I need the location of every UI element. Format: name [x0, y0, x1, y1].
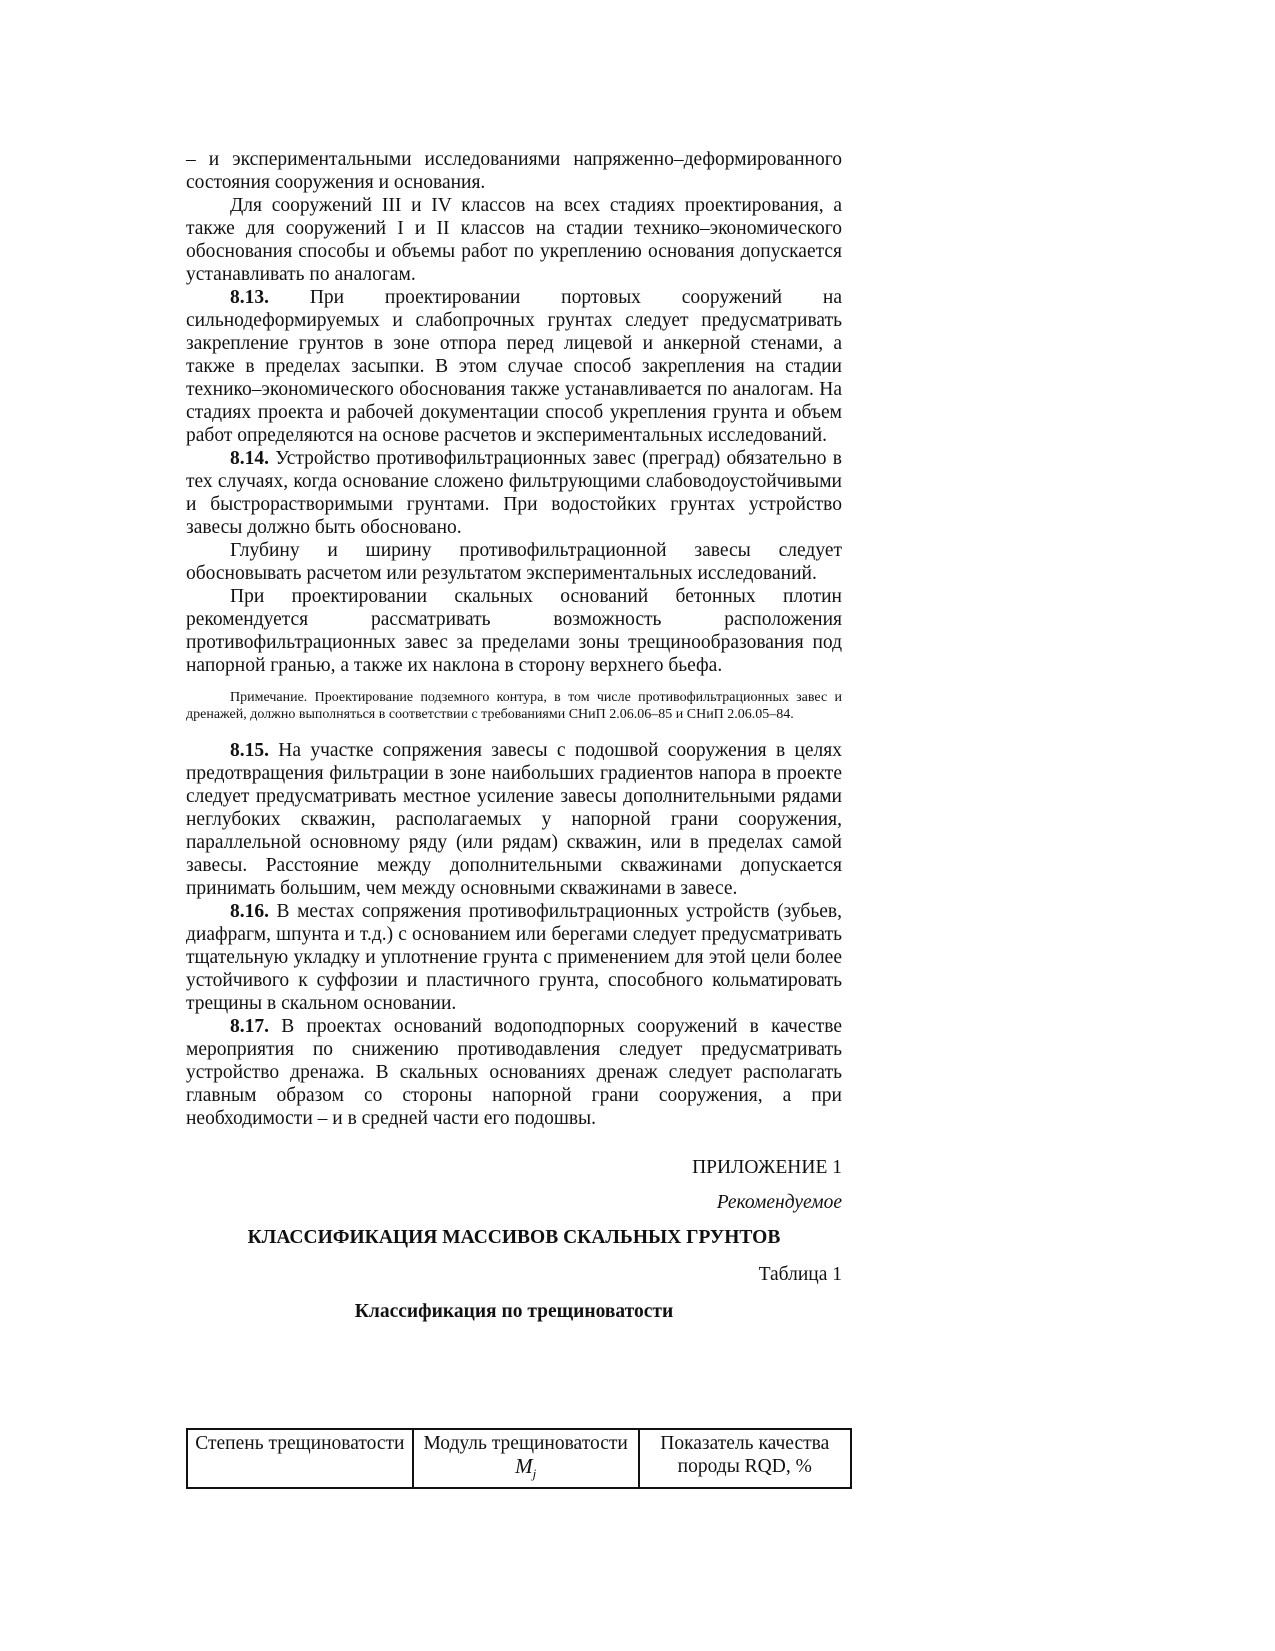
paragraph-curtain-depth: Глубину и ширину противофильтрационной завесы следует обосновывать расчетом или результатом экспериментальных исследований. [186, 540, 842, 584]
modulus-symbol [418, 1455, 634, 1485]
clause-number: 8.13. [230, 287, 269, 308]
clause-text: Устройство противофильтрационных завес (преград) обязательно в тех случаях, когда основание сложено фильтрующими слабоводоустойчивыми и быстрорастворимыми грунтами. При водостойких грунтах устройство завесы должно быть обосновано. [186, 448, 842, 538]
clause-number: 8.16. [230, 901, 269, 922]
paragraph-continuation: – и экспериментальными исследованиями напряженно–деформированного состояния сооружения и основания. [186, 149, 842, 193]
table-title: Классификация по трещиноватости [354, 1301, 674, 1322]
clause-text: В проектах оснований водоподпорных сооружений в качестве мероприятия по снижению противодавления следует предусматривать устройство дренажа. В скальных основаниях дренаж следует располагать главным образом со стороны напорной грани сооружения, а при необходимости – и в средней части его подошвы. [186, 1016, 842, 1129]
appendix-title: КЛАССИФИКАЦИЯ МАССИВОВ СКАЛЬНЫХ ГРУНТОВ [247, 1227, 781, 1248]
table-number: Таблица 1 [758, 1264, 842, 1285]
column-header-rqd-line2: породы RQD, % [677, 1456, 812, 1477]
clause-8-17 [186, 1015, 842, 1130]
clause-text: В местах сопряжения противофильтрационных устройств (зубьев, диафрагм, шпунта и т.д.) с основанием или берегами следует предусматривать тщательную укладку и уплотнение грунта с применением для этой цели более устойчивого к суффозии и пластичного грунта, способного кольматировать трещины в скальном основании. [186, 901, 842, 1014]
column-header-rqd-line1: Показатель качества [660, 1433, 830, 1454]
clause-number: 8.15. [230, 740, 269, 761]
appendix-status: Рекомендуемое [716, 1192, 842, 1213]
document-body [186, 148, 842, 1323]
paragraph-rock-foundations: При проектировании скальных оснований бетонных плотин рекомендуется рассматривать возможность расположения противофильтрационных завес за пределами зоны трещинообразования под напорной гранью, а также их наклона в сторону верхнего бьефа. [186, 586, 842, 676]
fracturing-table [186, 1428, 852, 1489]
paragraph-classes: Для сооружений III и IV классов на всех стадиях проектирования, а также для сооружений I и II классов на стадии технико–экономического обоснования способы и объемы работ по укреплению основания допускается устанавливать по аналогам. [186, 195, 842, 285]
clause-8-15 [186, 739, 842, 900]
note: Примечание. Проектирование подземного контура, в том числе противофильтрационных завес и дренажей, должно выполняться в соответствии с требованиями СНиП 2.06.06–85 и СНиП 2.06.05–84. [186, 690, 842, 722]
column-header-modulus [413, 1429, 639, 1488]
clause-number: 8.14. [230, 448, 269, 469]
clause-8-13 [186, 286, 842, 447]
column-header-rqd [639, 1429, 852, 1488]
clause-text: На участке сопряжения завесы с подошвой сооружения в целях предотвращения фильтрации в зоне наибольших градиентов напора в проекте следует предусматривать местное усиление завесы дополнительными рядами неглубоких скважин, располагаемых у напорной грани сооружения, параллельной основному ряду (или рядам) скважин, или в пределах самой завесы. Расстояние между дополнительными скважинами допускается принимать большим, чем между основными скважинами в завесе. [186, 740, 842, 899]
clause-8-14 [186, 447, 842, 539]
modulus-symbol-base: M [515, 1454, 533, 1478]
appendix-label: ПРИЛОЖЕНИЕ 1 [692, 1157, 842, 1178]
clause-text: При проектировании портовых сооружений на сильнодеформируемых и слабопрочных грунтах следует предусматривать закрепление грунтов в зоне отпора перед лицевой и анкерной стенами, а также в пределах засыпки. В этом случае способ закрепления на стадии технико–экономического обоснования также устанавливается по аналогам. На стадиях проекта и рабочей документации способ укрепления грунта и объем работ определяются на основе расчетов и экспериментальных исследований. [186, 287, 842, 446]
clause-8-16 [186, 900, 842, 1015]
table-header-row [187, 1429, 851, 1488]
clause-number: 8.17. [230, 1016, 269, 1037]
column-header-degree: Степень трещиноватости [187, 1429, 413, 1488]
column-header-modulus-label: Модуль трещиноватости [423, 1433, 628, 1454]
modulus-symbol-subscript: j [532, 1466, 537, 1482]
